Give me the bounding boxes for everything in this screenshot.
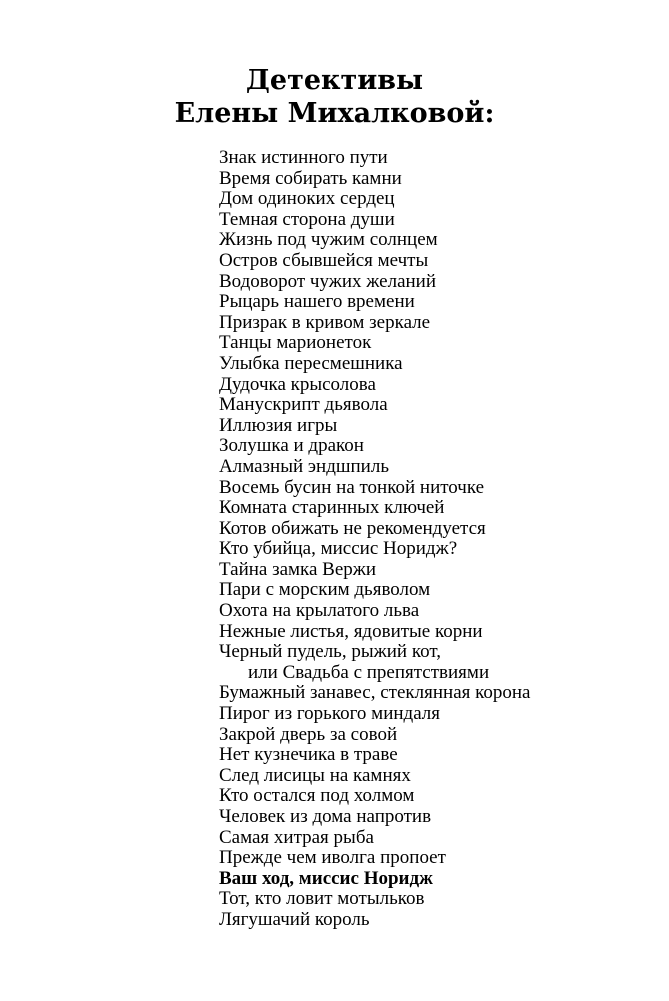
list-item: Дом одиноких сердец — [219, 188, 395, 210]
list-item: Танцы марионеток — [219, 332, 372, 354]
list-item: Пирог из горького миндаля — [219, 703, 441, 725]
list-item: Алмазный эндшпиль — [219, 455, 389, 477]
list-item: Бумажный занавес, стеклянная корона — [219, 682, 531, 704]
list-item: Рыцарь нашего времени — [219, 291, 415, 313]
list-item: Нет кузнечика в траве — [219, 744, 398, 766]
list-item: Призрак в кривом зеркале — [219, 311, 431, 333]
list-item: Котов обижать не рекомендуется — [219, 517, 486, 539]
list-item: Комната старинных ключей — [219, 497, 445, 519]
list-item: Кто остался под холмом — [219, 785, 415, 807]
list-item: Манускрипт дьявола — [219, 394, 388, 416]
list-item: Закрой дверь за совой — [219, 723, 398, 745]
list-item-continuation: или Свадьба с препятствиями — [248, 661, 490, 683]
list-item: Восемь бусин на тонкой ниточке — [219, 476, 485, 498]
list-item: Дудочка крысолова — [219, 373, 376, 395]
title-line-2: Елены Михалковой: — [174, 98, 495, 129]
list-item: Лягушачий король — [219, 908, 370, 930]
list-item: Тайна замка Вержи — [219, 558, 377, 580]
list-item: Остров сбывшейся мечты — [219, 249, 429, 271]
page-title — [0, 64, 669, 130]
title-line-1: Детективы — [245, 65, 424, 96]
list-item: Темная сторона души — [219, 208, 395, 230]
list-item: Охота на крылатого льва — [219, 600, 420, 622]
list-item: След лисицы на камнях — [219, 764, 411, 786]
list-item: Жизнь под чужим солнцем — [219, 229, 438, 251]
list-item: Прежде чем иволга пропоет — [219, 847, 446, 869]
list-item: Время собирать камни — [219, 167, 402, 189]
list-item: Черный пудель, рыжий кот, — [219, 641, 441, 663]
book-title-list — [219, 148, 530, 931]
list-item: Самая хитрая рыба — [219, 826, 374, 848]
list-item: Тот, кто ловит мотыльков — [219, 888, 425, 910]
list-item: Человек из дома напротив — [219, 806, 432, 827]
list-item: Улыбка пересмешника — [219, 352, 403, 374]
list-item: Знак истинного пути — [219, 147, 388, 168]
list-item: Золушка и дракон — [219, 435, 364, 457]
list-item: Кто убийца, миссис Норидж? — [219, 538, 458, 560]
list-item: Пари с морским дьяволом — [219, 579, 431, 601]
list-item: Водоворот чужих желаний — [219, 270, 437, 292]
list-item-highlighted: Ваш ход, миссис Норидж — [219, 867, 433, 889]
list-item: Иллюзия игры — [219, 414, 338, 436]
list-item: Нежные листья, ядовитые корни — [219, 620, 483, 642]
